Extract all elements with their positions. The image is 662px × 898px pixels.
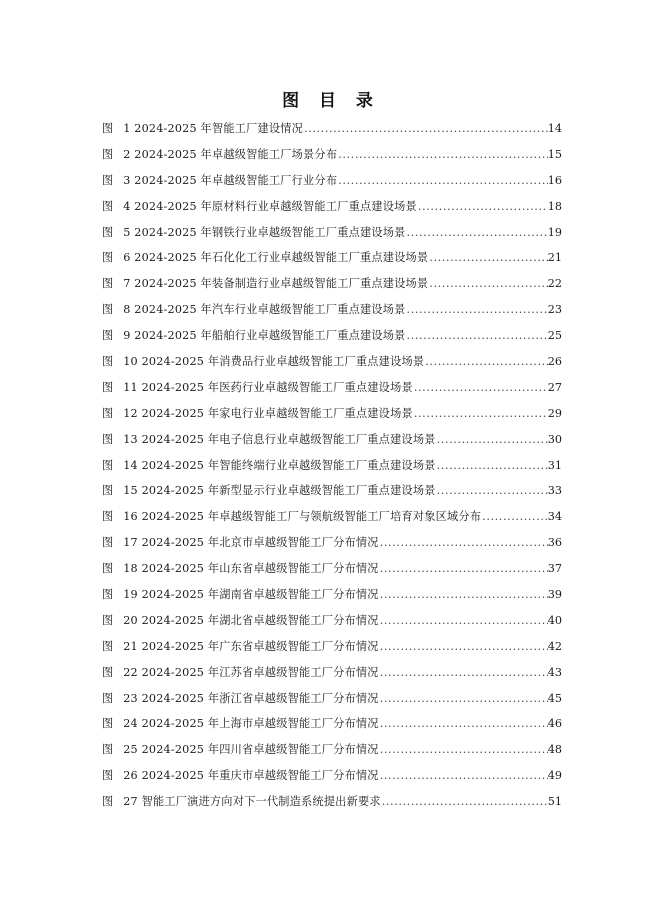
figure-label: 图 bbox=[102, 795, 114, 809]
toc-entry[interactable] bbox=[102, 297, 562, 323]
page-number: 14 bbox=[547, 122, 562, 135]
dot-leader bbox=[428, 271, 547, 297]
toc-entry[interactable] bbox=[102, 504, 562, 530]
toc-entry[interactable] bbox=[102, 711, 562, 737]
page-number: 29 bbox=[547, 406, 562, 420]
page-number: 51 bbox=[547, 795, 562, 809]
toc-entry[interactable] bbox=[102, 375, 562, 401]
figure-label: 图 bbox=[102, 380, 114, 394]
page-number: 31 bbox=[547, 458, 562, 472]
dot-leader bbox=[337, 142, 548, 168]
page-number: 46 bbox=[547, 717, 562, 731]
toc-entry[interactable] bbox=[102, 556, 562, 582]
page-number: 40 bbox=[547, 613, 562, 627]
dot-leader bbox=[379, 686, 548, 712]
toc-entry[interactable] bbox=[102, 737, 562, 763]
figure-label: 图 bbox=[102, 329, 114, 343]
toc-entry[interactable] bbox=[102, 194, 562, 220]
toc-entry[interactable] bbox=[102, 789, 562, 815]
dot-leader bbox=[337, 168, 548, 194]
dot-leader bbox=[428, 245, 547, 271]
toc-entry[interactable] bbox=[102, 608, 562, 634]
page-number: 22 bbox=[547, 277, 562, 291]
figure-label: 图 bbox=[102, 432, 114, 446]
toc-entry[interactable] bbox=[102, 245, 562, 271]
page-number: 37 bbox=[547, 562, 562, 576]
figure-title: 14 2024-2025 年智能终端行业卓越级智能工厂重点建设场景 bbox=[123, 458, 436, 472]
figure-label: 图 bbox=[102, 588, 114, 602]
figure-label: 图 bbox=[102, 743, 114, 757]
dot-leader bbox=[379, 530, 548, 556]
page-number: 16 bbox=[547, 173, 562, 187]
page-number: 15 bbox=[547, 147, 562, 161]
figure-label: 图 bbox=[102, 717, 114, 731]
figure-label: 图 bbox=[102, 122, 114, 135]
figure-label: 图 bbox=[102, 665, 114, 679]
dot-leader bbox=[406, 220, 548, 246]
figure-title: 1 2024-2025 年智能工厂建设情况 bbox=[123, 122, 304, 135]
toc-entry[interactable] bbox=[102, 582, 562, 608]
toc-entry[interactable] bbox=[102, 478, 562, 504]
page-number: 23 bbox=[547, 303, 562, 317]
toc-entry[interactable] bbox=[102, 634, 562, 660]
dot-leader bbox=[436, 478, 548, 504]
figure-label: 图 bbox=[102, 484, 114, 498]
figure-title: 25 2024-2025 年四川省卓越级智能工厂分布情况 bbox=[123, 743, 379, 757]
dot-leader bbox=[379, 737, 548, 763]
figure-title: 21 2024-2025 年广东省卓越级智能工厂分布情况 bbox=[123, 639, 379, 653]
figure-label: 图 bbox=[102, 769, 114, 783]
figure-title: 3 2024-2025 年卓越级智能工厂行业分布 bbox=[123, 173, 338, 187]
page-number: 49 bbox=[547, 769, 562, 783]
figure-title: 10 2024-2025 年消费品行业卓越级智能工厂重点建设场景 bbox=[123, 355, 425, 369]
toc-entry[interactable] bbox=[102, 401, 562, 427]
dot-leader bbox=[417, 194, 548, 220]
dot-leader bbox=[379, 660, 548, 686]
toc-entry[interactable] bbox=[102, 763, 562, 789]
dot-leader bbox=[379, 582, 548, 608]
dot-leader bbox=[303, 116, 548, 142]
figure-title: 23 2024-2025 年浙江省卓越级智能工厂分布情况 bbox=[123, 691, 379, 705]
toc-entry[interactable] bbox=[102, 660, 562, 686]
dot-leader bbox=[413, 375, 548, 401]
figure-title: 26 2024-2025 年重庆市卓越级智能工厂分布情况 bbox=[123, 769, 379, 783]
figure-label: 图 bbox=[102, 277, 114, 291]
dot-leader bbox=[413, 401, 548, 427]
toc-entry[interactable] bbox=[102, 530, 562, 556]
figure-label: 图 bbox=[102, 147, 114, 161]
dot-leader bbox=[379, 608, 548, 634]
dot-leader bbox=[406, 323, 548, 349]
figure-label: 图 bbox=[102, 458, 114, 472]
toc-entry[interactable] bbox=[102, 427, 562, 453]
toc-entry[interactable] bbox=[102, 271, 562, 297]
dot-leader bbox=[379, 763, 548, 789]
page-number: 45 bbox=[547, 691, 562, 705]
figure-title: 12 2024-2025 年家电行业卓越级智能工厂重点建设场景 bbox=[123, 406, 413, 420]
page-number: 34 bbox=[547, 510, 562, 524]
figure-title: 19 2024-2025 年湖南省卓越级智能工厂分布情况 bbox=[123, 588, 379, 602]
toc-entry[interactable] bbox=[102, 168, 562, 194]
figure-label: 图 bbox=[102, 639, 114, 653]
figure-title: 5 2024-2025 年钢铁行业卓越级智能工厂重点建设场景 bbox=[123, 225, 406, 239]
figure-title: 22 2024-2025 年江苏省卓越级智能工厂分布情况 bbox=[123, 665, 379, 679]
figure-title: 27 智能工厂演进方向对下一代制造系统提出新要求 bbox=[123, 795, 381, 809]
figure-title: 17 2024-2025 年北京市卓越级智能工厂分布情况 bbox=[123, 536, 379, 550]
figure-label: 图 bbox=[102, 355, 114, 369]
page-number: 33 bbox=[547, 484, 562, 498]
toc-entry[interactable] bbox=[102, 453, 562, 479]
page-number: 27 bbox=[547, 380, 562, 394]
dot-leader bbox=[381, 789, 548, 815]
dot-leader bbox=[436, 453, 548, 479]
figure-title: 7 2024-2025 年装备制造行业卓越级智能工厂重点建设场景 bbox=[123, 277, 429, 291]
figure-label: 图 bbox=[102, 536, 114, 550]
page-number: 39 bbox=[547, 588, 562, 602]
dot-leader bbox=[379, 556, 548, 582]
page-number: 42 bbox=[547, 639, 562, 653]
figure-label: 图 bbox=[102, 406, 114, 420]
dot-leader bbox=[379, 711, 548, 737]
figure-label: 图 bbox=[102, 199, 114, 213]
toc-entry[interactable] bbox=[102, 220, 562, 246]
figure-title: 18 2024-2025 年山东省卓越级智能工厂分布情况 bbox=[123, 562, 379, 576]
figure-label: 图 bbox=[102, 303, 114, 317]
page-number: 18 bbox=[547, 199, 562, 213]
page-title: 图 目 录 bbox=[282, 91, 380, 111]
figure-title: 9 2024-2025 年船舶行业卓越级智能工厂重点建设场景 bbox=[123, 329, 406, 343]
figure-label: 图 bbox=[102, 691, 114, 705]
figure-list bbox=[102, 116, 562, 815]
toc-entry[interactable] bbox=[102, 116, 562, 142]
figure-title: 4 2024-2025 年原材料行业卓越级智能工厂重点建设场景 bbox=[123, 199, 417, 213]
toc-entry[interactable] bbox=[102, 323, 562, 349]
page-number: 21 bbox=[547, 251, 562, 265]
figure-label: 图 bbox=[102, 613, 114, 627]
figure-title: 16 2024-2025 年卓越级智能工厂与领航级智能工厂培育对象区域分布 bbox=[123, 510, 482, 524]
figure-label: 图 bbox=[102, 562, 114, 576]
figure-title: 15 2024-2025 年新型显示行业卓越级智能工厂重点建设场景 bbox=[123, 484, 436, 498]
figure-title: 8 2024-2025 年汽车行业卓越级智能工厂重点建设场景 bbox=[123, 303, 406, 317]
page-number: 19 bbox=[547, 225, 562, 239]
page-number: 25 bbox=[547, 329, 562, 343]
figure-label: 图 bbox=[102, 251, 114, 265]
dot-leader bbox=[379, 634, 548, 660]
figure-title: 20 2024-2025 年湖北省卓越级智能工厂分布情况 bbox=[123, 613, 379, 627]
figure-label: 图 bbox=[102, 510, 114, 524]
page-number: 30 bbox=[547, 432, 562, 446]
dot-leader bbox=[406, 297, 548, 323]
dot-leader bbox=[424, 349, 548, 375]
page-number: 48 bbox=[547, 743, 562, 757]
figure-title: 2 2024-2025 年卓越级智能工厂场景分布 bbox=[123, 147, 338, 161]
toc-entry[interactable] bbox=[102, 686, 562, 712]
dot-leader bbox=[481, 504, 548, 530]
figure-title: 6 2024-2025 年石化化工行业卓越级智能工厂重点建设场景 bbox=[123, 251, 429, 265]
figure-title: 13 2024-2025 年电子信息行业卓越级智能工厂重点建设场景 bbox=[123, 432, 436, 446]
page-number: 36 bbox=[547, 536, 562, 550]
figure-label: 图 bbox=[102, 173, 114, 187]
page-number: 26 bbox=[547, 355, 562, 369]
figure-title: 24 2024-2025 年上海市卓越级智能工厂分布情况 bbox=[123, 717, 379, 731]
page-number: 43 bbox=[547, 665, 562, 679]
figure-label: 图 bbox=[102, 225, 114, 239]
toc-entry[interactable] bbox=[102, 349, 562, 375]
figure-title: 11 2024-2025 年医药行业卓越级智能工厂重点建设场景 bbox=[123, 380, 413, 394]
toc-entry[interactable] bbox=[102, 142, 562, 168]
dot-leader bbox=[436, 427, 548, 453]
